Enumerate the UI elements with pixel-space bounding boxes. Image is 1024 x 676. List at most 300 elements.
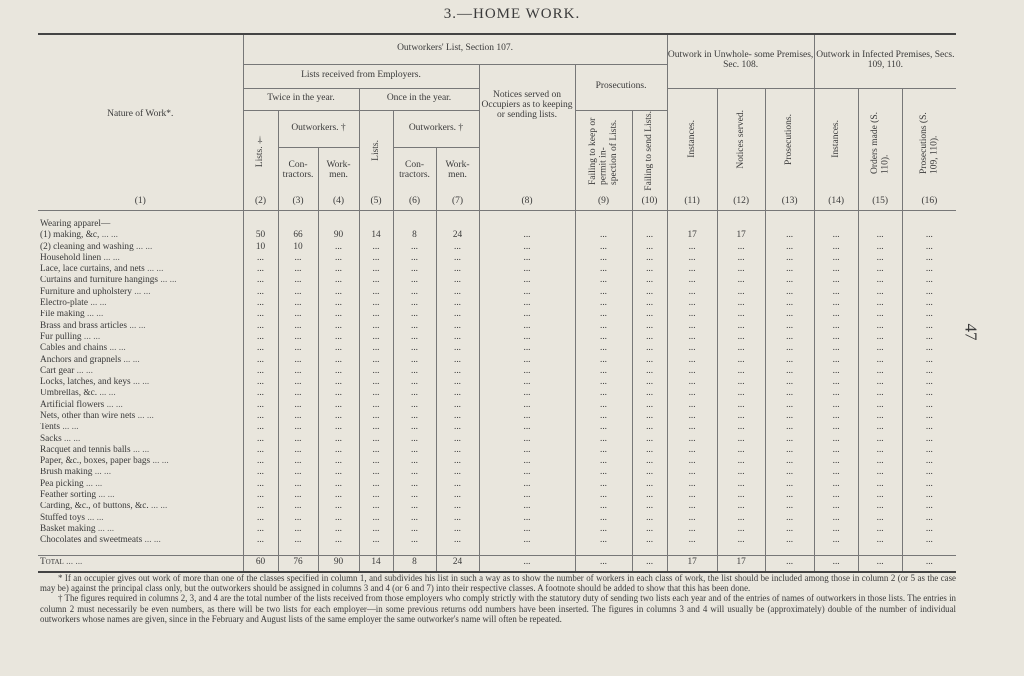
table-cell: ... [632,242,667,253]
table-row [38,389,956,400]
column-number: (12) [717,194,765,211]
table-row [38,445,956,456]
table-cell: ... [858,490,902,501]
table-cell: ... [858,276,902,287]
table-cell: ... [632,276,667,287]
table-cell: ... [393,253,436,264]
table-cell: ... [667,332,717,343]
table-cell: ... [717,366,765,377]
table-cell: ... [632,321,667,332]
table-cell: 10 [278,242,318,253]
table-cell: ... [765,445,814,456]
page-number: 47 [961,323,981,341]
table-cell: ... [575,456,632,467]
table-cell: ... [858,389,902,400]
table-cell: ... [278,445,318,456]
table-cell: ... [359,355,393,366]
table-cell: ... [632,445,667,456]
table-cell: ... [765,343,814,354]
table-cell [858,219,902,230]
table-row [38,332,956,343]
row-label: Carding, &c., of buttons, &c. ... ... [40,501,168,512]
table-cell: ... [436,400,479,411]
table-cell: ... [765,287,814,298]
table-cell: ... [814,366,858,377]
row-label: Electro-plate ... ... [40,298,107,309]
table-cell: ... [436,389,479,400]
table-cell: ... [632,423,667,434]
table-cell: ... [667,298,717,309]
header-prosecutions: Prosecutions. [575,64,667,110]
table-row [38,411,956,422]
row-label: Feather sorting ... ... [40,490,115,501]
header-unwholesome: Outwork in Unwhole- some Premises, Sec. 108. [667,34,814,88]
table-cell: ... [436,287,479,298]
table-cell: ... [667,434,717,445]
table-cell: ... [479,555,575,572]
table-cell: ... [393,377,436,388]
table-cell: ... [243,310,278,321]
table-row [38,366,956,377]
table-cell: ... [393,400,436,411]
table-cell: ... [667,377,717,388]
table-cell: ... [858,264,902,275]
table-row [38,321,956,332]
table-cell: ... [717,513,765,524]
table-cell: ... [318,310,359,321]
table-cell: ... [359,377,393,388]
table-cell: ... [765,332,814,343]
table-cell: ... [765,456,814,467]
table-cell: ... [858,377,902,388]
table-cell: ... [902,502,956,513]
table-cell: ... [858,445,902,456]
table-cell: ... [575,310,632,321]
table-cell: ... [318,400,359,411]
table-cell: ... [278,287,318,298]
table-row [38,434,956,445]
table-cell: ... [858,434,902,445]
table-cell: ... [436,276,479,287]
table-row [38,230,956,241]
table-cell: ... [632,555,667,572]
table-cell: ... [393,490,436,501]
table-cell: ... [765,411,814,422]
table-cell: ... [814,253,858,264]
table-cell [393,219,436,230]
table-cell: ... [858,242,902,253]
table-cell: ... [278,366,318,377]
table-cell: ... [765,524,814,535]
table-cell: ... [765,298,814,309]
header-failing-send: Failing to send Lists. [644,110,655,191]
table-cell: ... [575,513,632,524]
table-cell [278,219,318,230]
table-cell: ... [902,389,956,400]
table-cell: ... [717,298,765,309]
table-cell: ... [814,276,858,287]
table-cell: ... [575,524,632,535]
table-cell: ... [393,310,436,321]
table-cell: ... [902,264,956,275]
table-cell: ... [575,377,632,388]
column-number: (6) [393,194,436,211]
table-cell: ... [436,502,479,513]
table-cell [902,219,956,230]
table-cell: ... [858,332,902,343]
table-cell: ... [393,502,436,513]
table-cell: ... [393,355,436,366]
table-cell: ... [814,343,858,354]
table-cell: ... [765,400,814,411]
table-cell: ... [858,535,902,546]
table-cell: ... [717,456,765,467]
table-cell: ... [575,389,632,400]
table-cell: ... [717,264,765,275]
table-cell: 14 [359,230,393,241]
table-cell: ... [814,423,858,434]
table-cell: ... [858,343,902,354]
total-row [38,555,956,572]
table-cell: ... [814,456,858,467]
table-cell: ... [575,253,632,264]
table-cell: ... [858,355,902,366]
table-cell: ... [632,310,667,321]
table-cell: ... [814,310,858,321]
table-cell: ... [436,321,479,332]
table-row [38,400,956,411]
row-label: Cables and chains ... ... [40,343,126,354]
column-number: (3) [278,194,318,211]
table-row [38,502,956,513]
table-cell: ... [436,343,479,354]
table-cell: ... [318,423,359,434]
table-cell: ... [278,535,318,546]
table-cell [359,219,393,230]
table-cell: ... [902,479,956,490]
column-number: (2) [243,194,278,211]
table-cell: ... [717,253,765,264]
table-cell: ... [393,479,436,490]
table-cell: ... [632,513,667,524]
table-row [38,479,956,490]
table-cell: ... [479,276,575,287]
table-cell: ... [318,456,359,467]
table-cell: ... [479,287,575,298]
table-cell: 17 [667,230,717,241]
row-label: Stuffed toys ... ... [40,512,104,523]
table-cell: ... [632,502,667,513]
table-cell: ... [278,321,318,332]
table-cell [575,219,632,230]
table-cell: ... [436,355,479,366]
table-cell: ... [359,468,393,479]
table-cell: ... [278,253,318,264]
table-cell: ... [479,253,575,264]
table-cell: ... [717,411,765,422]
table-cell: ... [575,230,632,241]
table-cell: ... [479,502,575,513]
table-cell: ... [318,343,359,354]
table-cell: ... [359,242,393,253]
table-row [38,219,956,230]
table-cell: ... [717,445,765,456]
table-cell: ... [858,287,902,298]
table-cell: ... [436,490,479,501]
table-cell: ... [479,366,575,377]
table-cell: ... [393,298,436,309]
table-cell: ... [902,310,956,321]
table-cell: ... [765,513,814,524]
table-cell: ... [632,253,667,264]
table-cell: ... [359,366,393,377]
table-cell: ... [902,555,956,572]
table-cell: ... [902,434,956,445]
table-cell: ... [243,423,278,434]
table-cell: ... [902,321,956,332]
table-cell: ... [359,423,393,434]
table-row [38,287,956,298]
row-label: Lace, lace curtains, and nets ... ... [40,264,164,275]
table-cell: ... [814,513,858,524]
table-cell: ... [667,264,717,275]
table-cell: ... [359,287,393,298]
table-cell: ... [765,253,814,264]
table-cell: ... [575,287,632,298]
table-cell: ... [278,423,318,434]
table-cell: ... [717,287,765,298]
column-number: (10) [632,194,667,211]
table-cell: ... [479,535,575,546]
table-cell: ... [632,287,667,298]
row-label: Paper, &c., boxes, paper bags ... ... [40,456,169,467]
table-cell: ... [858,423,902,434]
table-cell: ... [858,555,902,572]
table-cell: ... [436,310,479,321]
table-cell: ... [318,253,359,264]
table-cell: ... [632,456,667,467]
table-cell: ... [717,332,765,343]
row-label: Cart gear ... ... [40,366,93,376]
table-cell: ... [575,535,632,546]
table-cell: ... [436,445,479,456]
header-orders-made: Orders made (S. 110). [869,112,891,175]
table-cell: ... [632,264,667,275]
table-cell: ... [243,287,278,298]
header-once: Once in the year. [359,88,479,110]
row-label: Pea picking ... ... [40,479,103,489]
table-cell: ... [902,287,956,298]
table-cell: ... [575,242,632,253]
table-cell: ... [243,468,278,479]
table-cell: ... [765,434,814,445]
column-number-row [38,194,956,211]
table-cell: ... [814,400,858,411]
table-cell: ... [318,276,359,287]
table-cell: 24 [436,555,479,572]
row-label: Umbrellas, &c. ... ... [40,388,116,399]
table-cell: ... [858,253,902,264]
table-cell: ... [278,343,318,354]
table-cell: ... [717,479,765,490]
table-cell: ... [765,535,814,546]
row-label: Locks, latches, and keys ... ... [40,377,150,388]
table-cell: ... [814,524,858,535]
table-cell: ... [667,355,717,366]
table-cell: ... [667,502,717,513]
table-row [38,264,956,275]
table-cell: ... [632,332,667,343]
table-cell: ... [765,276,814,287]
table-cell: ... [575,445,632,456]
table-row [38,524,956,535]
table-cell: ... [318,332,359,343]
table-cell: ... [243,400,278,411]
table-cell: ... [814,434,858,445]
table-cell: ... [902,411,956,422]
table-cell: ... [858,411,902,422]
row-label: Chocolates and sweetmeats ... ... [40,535,161,546]
table-cell: ... [318,434,359,445]
table-cell: ... [575,411,632,422]
table-row [38,355,956,366]
table-cell: ... [765,555,814,572]
table-cell: ... [667,310,717,321]
column-number: (8) [479,194,575,211]
table-cell: 14 [359,555,393,572]
table-cell: ... [765,502,814,513]
table-cell: ... [717,276,765,287]
table-cell: ... [243,513,278,524]
header-contractors-once: Con- tractors. [393,147,436,194]
table-cell: ... [479,479,575,490]
header-workmen-twice: Work- men. [318,147,359,194]
table-cell: ... [243,264,278,275]
header-lists-once: Lists. [370,139,381,161]
table-cell: ... [318,502,359,513]
header-instances-infected: Instances. [830,120,841,159]
table-cell: ... [479,377,575,388]
table-row [38,423,956,434]
table-cell: ... [814,298,858,309]
header-nature: Nature of Work*. [107,108,174,119]
table-cell [436,219,479,230]
table-cell: ... [902,377,956,388]
table-cell: ... [359,253,393,264]
table-cell: ... [814,332,858,343]
home-work-table [38,33,956,573]
table-cell: ... [632,355,667,366]
table-cell: ... [479,445,575,456]
table-cell: ... [575,355,632,366]
table-cell: ... [278,310,318,321]
table-cell: ... [479,490,575,501]
table-cell: ... [359,332,393,343]
table-cell: ... [278,468,318,479]
table-cell: ... [632,434,667,445]
header-twice: Twice in the year. [243,88,359,110]
column-number: (4) [318,194,359,211]
row-label: (1) making, &c, ... ... [40,230,118,241]
table-cell: ... [814,445,858,456]
header-lists-received: Lists received from Employers. [243,64,479,88]
table-cell: ... [243,535,278,546]
table-cell: ... [902,366,956,377]
table-cell: ... [902,535,956,546]
table-cell: ... [765,468,814,479]
row-label: Anchors and grapnels ... ... [40,354,140,365]
table-cell: ... [814,355,858,366]
table-cell: ... [479,513,575,524]
table-cell: ... [575,479,632,490]
table-cell: ... [393,287,436,298]
header-infected: Outwork in Infected Premises, Secs. 109, 110. [814,34,956,88]
table-cell: ... [902,276,956,287]
table-cell: ... [243,456,278,467]
footnote-asterisk: * If an occupier gives out work of more than one of the classes specified in column 1, and subdivides his list in such a way as to show the number of workers in each class of work, the list should be included among those in column 2 (or 5 as the case may be) against the principal class only, but the outworkers should be assigned in columns 3 and 4 (or 6 and 7) into their respective classes. A footnote should be added to show that this has been done. [40,573,956,594]
table-cell: ... [318,389,359,400]
table-cell: ... [436,456,479,467]
table-cell: ... [359,502,393,513]
header-notices-served: Notices served on Occupiers as to keeping or sending lists. [479,64,575,147]
table-cell: ... [278,434,318,445]
header-prosecutions-infected: Prosecutions (S. 109, 110). [918,112,940,175]
table-cell: ... [318,490,359,501]
table-cell: ... [393,411,436,422]
table-cell: ... [632,468,667,479]
column-number: (16) [902,194,956,211]
table-row [38,276,956,287]
table-row [38,298,956,309]
header-instances-unwholesome: Instances. [686,120,697,159]
column-number: (5) [359,194,393,211]
table-cell: ... [858,502,902,513]
table-cell: ... [575,332,632,343]
table-cell: ... [765,310,814,321]
table-cell: ... [243,479,278,490]
table-cell: ... [359,479,393,490]
table-cell: ... [243,389,278,400]
table-cell: ... [359,321,393,332]
table-cell: ... [393,456,436,467]
row-label: Wearing apparel— [40,219,111,229]
table-cell: ... [632,366,667,377]
table-cell: ... [359,513,393,524]
table-cell: ... [667,411,717,422]
table-cell: ... [359,535,393,546]
table-cell: ... [765,479,814,490]
table-cell: ... [243,321,278,332]
table-cell: ... [575,555,632,572]
table-cell: 90 [318,230,359,241]
column-number: (15) [858,194,902,211]
table-cell: ... [667,287,717,298]
table-cell: ... [814,502,858,513]
row-label: Nets, other than wire nets ... ... [40,411,154,421]
table-cell: 50 [243,230,278,241]
table-cell: ... [902,490,956,501]
row-label: Racquet and tennis balls ... ... [40,445,150,455]
table-cell: ... [278,332,318,343]
table-cell: ... [814,535,858,546]
table-cell: ... [359,310,393,321]
table-cell: ... [359,298,393,309]
table-cell: ... [632,389,667,400]
table-cell: ... [278,298,318,309]
table-cell: ... [667,535,717,546]
table-cell: ... [479,468,575,479]
table-cell: ... [479,524,575,535]
